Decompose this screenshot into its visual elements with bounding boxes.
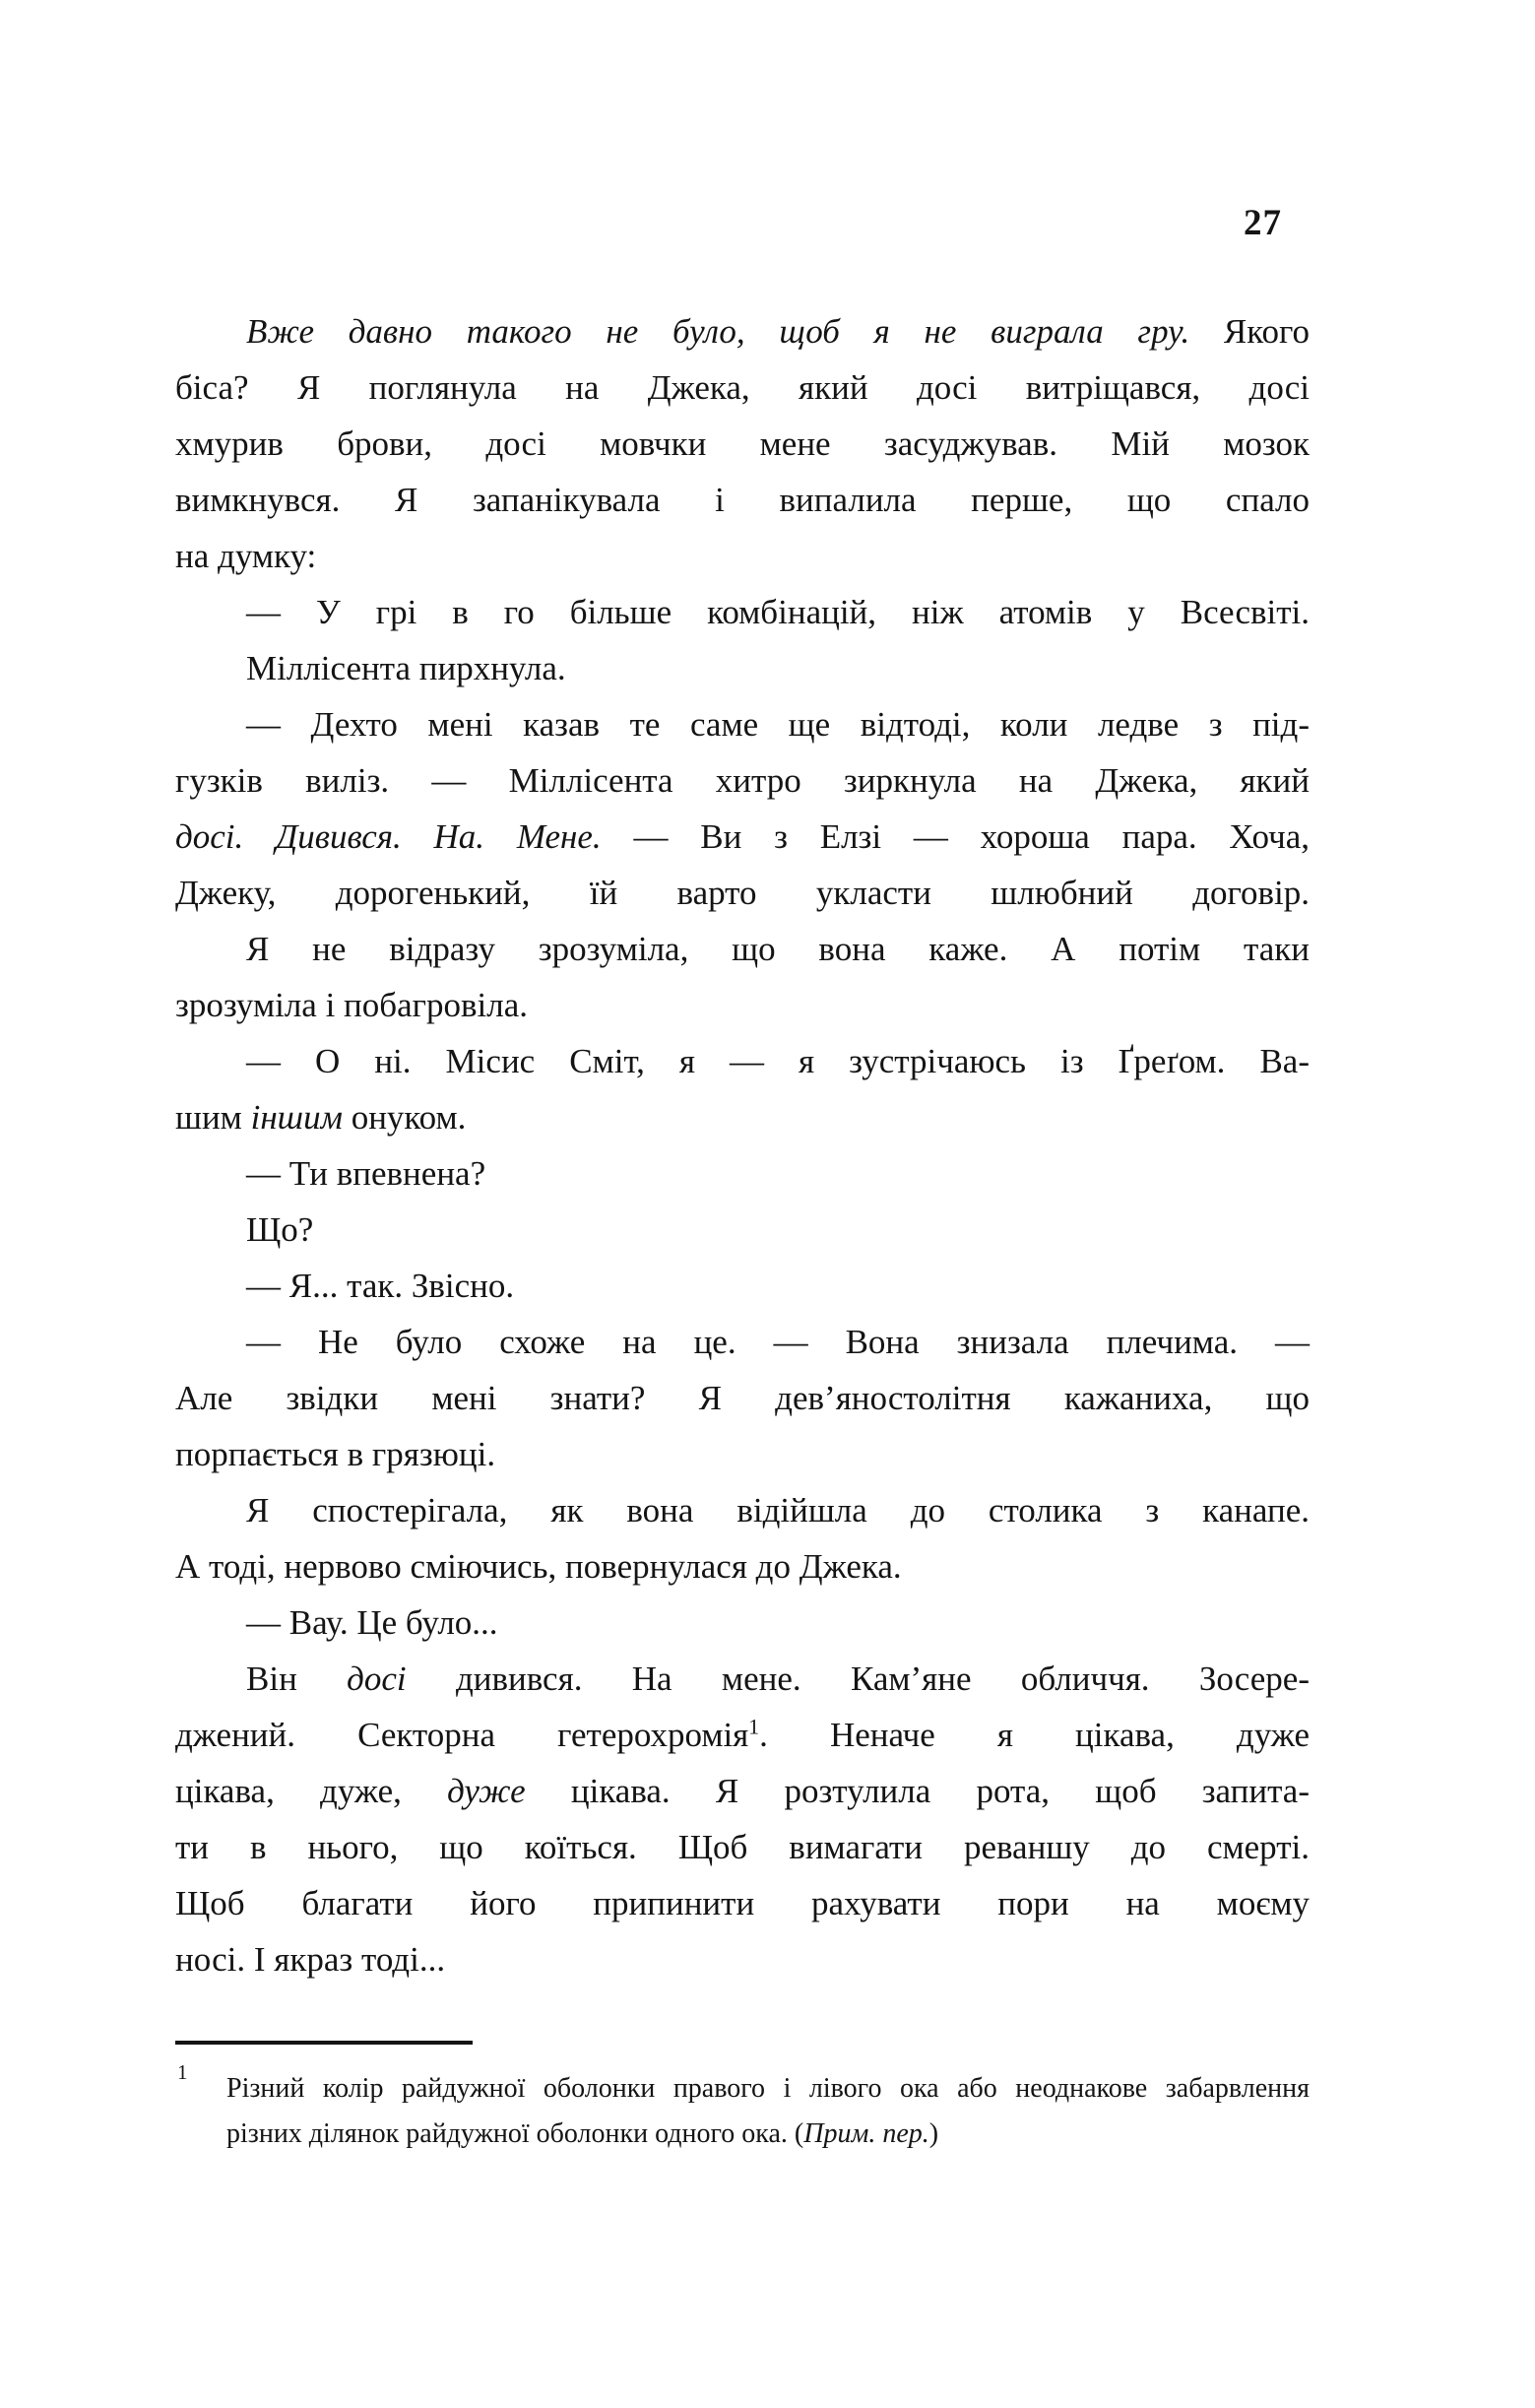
text-line [175,1819,1310,1875]
text-segment: Щоб благати його припинити рахувати пори на моєму [175,1884,1310,1922]
text-line [175,584,1310,640]
text-line [175,1763,1310,1819]
text-line [226,2066,1310,2112]
text-segment: цікава, дуже, [175,1772,448,1810]
text-segment: — Вау. Це було... [246,1603,498,1642]
text-line [175,1089,1310,1145]
text-segment: Прим. пер. [803,2118,929,2149]
text-segment: Я спостерігала, як вона відійшла до столика з канапе. [246,1491,1310,1529]
text-segment: ) [928,2118,939,2149]
text-line [175,865,1310,921]
body-text [175,303,1310,1987]
text-line [175,921,1310,977]
text-line [175,1258,1310,1314]
footnote-marker: 1 [177,2060,188,2084]
text-line [175,1538,1310,1594]
text-segment: — О ні. Місис Сміт, я — я зустрічаюсь із Ґреґом. Ва- [246,1042,1310,1080]
text-line [175,1931,1310,1987]
text-segment: вимкнувся. Я запанікувала і випалила перше, що спало [175,481,1310,519]
text-line [175,640,1310,696]
footnote [175,2041,1310,2157]
text-line [175,416,1310,472]
text-line [175,1033,1310,1089]
text-line [175,1651,1310,1707]
text-segment: Що? [246,1210,314,1249]
text-segment: дивився. На мене. Кам’яне обличчя. Зосере- [406,1660,1310,1698]
footnote-reference: 1 [748,1715,760,1739]
text-segment: Різний колір райдужної оболонки правого і лівого ока або неоднакове забарвлення [226,2073,1310,2104]
text-segment: Але звідки мені знати? Я дев’яностолітня кажаниха, що [175,1379,1310,1417]
text-segment: Міллісента пирхнула. [246,649,566,687]
text-segment: іншим [250,1098,343,1137]
text-segment: різних ділянок райдужної оболонки одного ока. ( [226,2118,804,2149]
text-segment: носі. І якраз тоді... [175,1940,446,1979]
text-segment: досі. Дивився. На. Мене. [175,817,602,856]
footnote-rule [175,2041,473,2045]
text-segment: Він [246,1660,348,1698]
text-segment: ти в нього, що коїться. Щоб вимагати реваншу до смерті. [175,1828,1310,1866]
text-segment: — Ти впевнена? [246,1154,486,1193]
text-line [175,1145,1310,1202]
footnote-lines [226,2066,1310,2157]
text-line [226,2112,1310,2157]
text-segment: дуже [447,1772,526,1810]
text-segment: Якого [1189,312,1310,351]
footnote-body [175,2060,1310,2157]
text-segment: Джеку, дорогенький, їй варто укласти шлюбний договір. [175,874,1310,912]
text-segment: Я не відразу зрозуміла, що вона каже. А потім таки [246,930,1310,968]
text-segment: зрозуміла і побагровіла. [175,986,528,1024]
text-line [175,752,1310,809]
text-segment: порпається в грязюці. [175,1435,496,1473]
text-line [175,359,1310,416]
text-segment: — У грі в го більше комбінацій, ніж атомів у Всесвіті. [246,593,1310,631]
text-line [175,809,1310,865]
text-segment: . Неначе я цікава, дуже [759,1716,1310,1754]
text-line [175,696,1310,752]
text-segment: онуком. [342,1098,467,1137]
text-segment: біса? Я поглянула на Джека, який досі витріщався, досі [175,368,1310,407]
text-segment: — Я... так. Звісно. [246,1267,515,1305]
text-segment: хмурив брови, досі мовчки мене засуджував. Мій мозок [175,424,1310,463]
text-line [175,1594,1310,1651]
text-line [175,1426,1310,1482]
text-line [175,528,1310,584]
page-number: 27 [1244,203,1282,243]
text-line [175,977,1310,1033]
text-segment: гузків виліз. — Міллісента хитро зиркнула на Джека, який [175,761,1310,800]
text-line [175,1370,1310,1426]
text-segment: досі [347,1660,407,1698]
text-line [175,1314,1310,1370]
text-line [175,1707,1310,1763]
text-line [175,1482,1310,1538]
text-segment: шим [175,1098,251,1137]
text-segment: цікава. Я розтулила рота, щоб запита- [525,1772,1310,1810]
text-line [175,1202,1310,1258]
text-segment: Вже давно такого не було, щоб я не виграла гру. [246,312,1190,351]
text-line [175,303,1310,359]
text-line [175,1875,1310,1931]
text-segment: джений. Секторна гетерохромія [175,1716,749,1754]
text-line [175,472,1310,528]
text-segment: — Не було схоже на це. — Вона знизала плечима. — [246,1323,1310,1361]
text-segment: — Ви з Елзі — хороша пара. Хоча, [601,817,1310,856]
text-segment: на думку: [175,537,317,575]
text-segment: А тоді, нервово сміючись, повернулася до Джека. [175,1547,902,1586]
text-segment: — Дехто мені казав те саме ще відтоді, коли ледве з під- [246,705,1310,744]
